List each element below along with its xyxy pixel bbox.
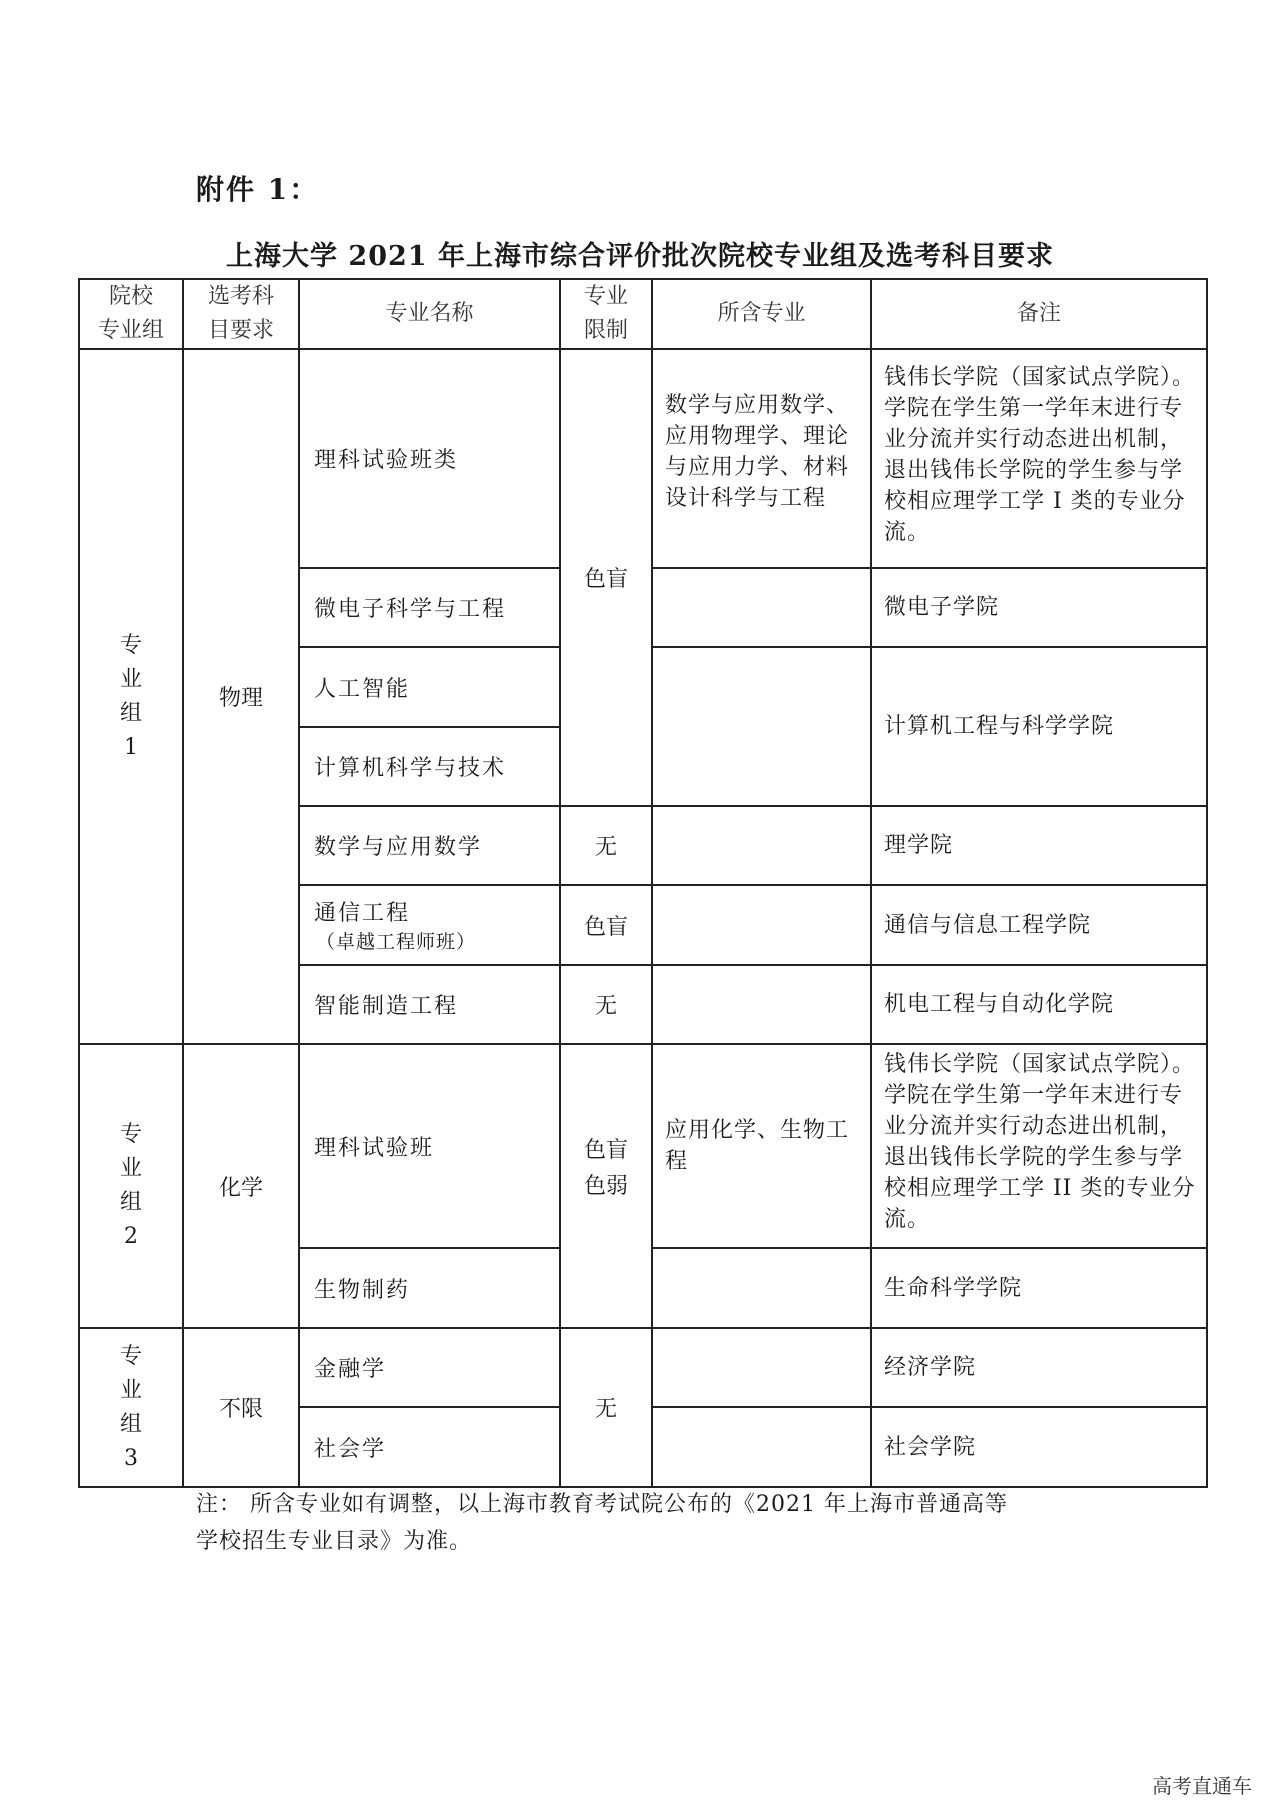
group-label-char: 专 xyxy=(119,1122,142,1147)
remarks: 社会学院 xyxy=(871,1407,1207,1487)
header-group-line1: 院校 xyxy=(108,284,153,309)
watermark: 高考直通车 xyxy=(1152,1774,1252,1798)
remarks: 微电子学院 xyxy=(871,568,1207,647)
group-3-limit: 无 xyxy=(560,1328,652,1487)
group-label-char: 专 xyxy=(119,632,142,658)
major-name xyxy=(299,1407,560,1487)
remarks: 钱伟长学院（国家试点学院）。学院在学生第一学年末进行专业分流并实行动态进出机制，退出钱伟长学院的学生参与学校相应理学工学 I 类的专业分流。 xyxy=(871,349,1207,568)
limit-line: 色弱 xyxy=(583,1174,628,1199)
table-row xyxy=(79,1328,1207,1407)
header-limit xyxy=(560,279,652,349)
group-label-char: 业 xyxy=(119,1377,142,1403)
footnote-line1: 注： 所含专业如有调整，以上海市教育考试院公布的《2021 年上海市普通高等 xyxy=(196,1492,1008,1517)
header-limit-line1: 专业 xyxy=(583,284,628,309)
group-2-subject: 化学 xyxy=(183,1044,299,1328)
major-name-text: 通信工程 xyxy=(314,901,411,926)
included-majors xyxy=(652,568,871,647)
remarks: 理学院 xyxy=(871,806,1207,885)
included-majors xyxy=(652,885,871,965)
attachment-label: 附件 1： xyxy=(196,173,320,206)
included-majors xyxy=(652,1248,871,1328)
major-name xyxy=(299,1248,560,1328)
header-limit-line2: 限制 xyxy=(583,318,628,343)
group-2-limit xyxy=(560,1044,652,1328)
major-name xyxy=(299,885,560,965)
major-name xyxy=(299,806,560,885)
header-subject xyxy=(183,279,299,349)
major-name-text: 金融学 xyxy=(314,1357,387,1382)
major-name-text: 人工智能 xyxy=(314,676,411,702)
footnote-line2: 学校招生专业目录》为准。 xyxy=(196,1529,473,1554)
major-name-text: 数学与应用数学 xyxy=(314,835,483,860)
group-3-label xyxy=(79,1328,183,1487)
included-majors xyxy=(652,806,871,885)
major-limit: 色盲 xyxy=(560,885,652,965)
group-label-char: 2 xyxy=(124,1224,138,1249)
group-1-subject: 物理 xyxy=(183,349,299,1044)
group-label-char: 组 xyxy=(119,1411,142,1437)
remarks: 通信与信息工程学院 xyxy=(871,885,1207,965)
major-name-text: 理科试验班 xyxy=(314,1136,435,1161)
included-majors xyxy=(652,647,871,806)
table-row xyxy=(79,349,1207,568)
group-label-char: 1 xyxy=(124,734,138,760)
remarks: 经济学院 xyxy=(871,1328,1207,1407)
major-name-subtitle: （卓越工程师班） xyxy=(316,931,477,953)
group-label-char: 组 xyxy=(119,1190,142,1215)
group-2-label xyxy=(79,1044,183,1328)
major-name xyxy=(299,568,560,647)
group-1-label xyxy=(79,349,183,1044)
included-majors xyxy=(652,1407,871,1487)
major-name-text: 理科试验班类 xyxy=(314,448,459,473)
group-label-char: 组 xyxy=(119,700,142,726)
majors-table xyxy=(78,278,1208,1488)
remarks: 机电工程与自动化学院 xyxy=(871,965,1207,1044)
group-label-char: 专 xyxy=(119,1343,142,1369)
group-label-char: 业 xyxy=(119,666,142,692)
footnote xyxy=(196,1486,1116,1560)
group-label-char: 业 xyxy=(119,1156,142,1181)
header-group xyxy=(79,279,183,349)
group-1-shared-limit: 色盲 xyxy=(560,349,652,806)
document-title: 上海大学 2021 年上海市综合评价批次院校专业组及选考科目要求 xyxy=(226,241,1054,272)
major-name-text: 计算机科学与技术 xyxy=(314,756,507,781)
table-header-row xyxy=(79,279,1207,349)
header-subject-line1: 选考科 xyxy=(207,284,274,309)
included-majors: 数学与应用数学、应用物理学、理论与应用力学、材料设计科学与工程 xyxy=(652,349,871,568)
major-name-text: 智能制造工程 xyxy=(314,994,459,1019)
table-row xyxy=(79,1044,1207,1248)
major-name xyxy=(299,727,560,806)
major-name xyxy=(299,1044,560,1248)
remarks: 计算机工程与科学学院 xyxy=(871,647,1207,806)
header-subject-line2: 目要求 xyxy=(207,318,274,343)
included-majors xyxy=(652,965,871,1044)
included-majors xyxy=(652,1328,871,1407)
header-remarks: 备注 xyxy=(871,279,1207,349)
included-majors: 应用化学、生物工程 xyxy=(652,1044,871,1248)
major-name xyxy=(299,1328,560,1407)
group-3-subject: 不限 xyxy=(183,1328,299,1487)
major-name xyxy=(299,647,560,727)
major-name xyxy=(299,965,560,1044)
remarks: 生命科学学院 xyxy=(871,1248,1207,1328)
major-limit: 无 xyxy=(560,806,652,885)
major-name-text: 生物制药 xyxy=(314,1277,411,1303)
major-limit: 无 xyxy=(560,965,652,1044)
limit-line: 色盲 xyxy=(583,1138,628,1163)
major-name-text: 社会学 xyxy=(314,1436,387,1462)
group-label-char: 3 xyxy=(124,1445,138,1471)
major-name xyxy=(299,349,560,568)
header-group-line2: 专业组 xyxy=(97,318,164,343)
major-name-text: 微电子科学与工程 xyxy=(314,597,507,622)
remarks: 钱伟长学院（国家试点学院）。学院在学生第一学年末进行专业分流并实行动态进出机制，退出钱伟长学院的学生参与学校相应理学工学 II 类的专业分流。 xyxy=(871,1044,1207,1248)
header-included: 所含专业 xyxy=(652,279,871,349)
header-major-name: 专业名称 xyxy=(299,279,560,349)
